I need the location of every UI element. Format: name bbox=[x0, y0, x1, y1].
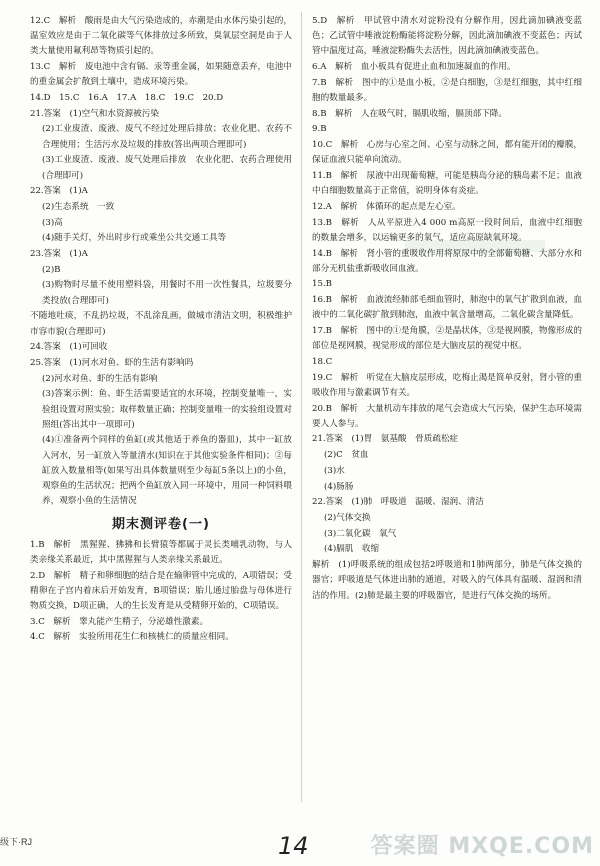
answer-line: 11.B 解析 尿液中出现葡萄糖，可能是胰岛分泌的胰岛素不足；血液中白细胞数量高于正常值，说明身体有炎症。 bbox=[312, 171, 582, 197]
answer-line: 4.C 解析 实验所用花生仁和核桃仁的质量应相同。 bbox=[30, 632, 234, 643]
answer-line: 17.B 解析 图中的①是角膜，②是晶状体，③是视网膜，物像形成的部位是视网膜，视觉形成的部位是大脑皮层的视觉中枢。 bbox=[312, 326, 582, 352]
answer-line: 不随地吐痰，不乱扔垃圾，不乱涂乱画，做城市清洁文明，积极维护市容市貌(合理即可) bbox=[30, 311, 292, 337]
left-column bbox=[30, 14, 292, 646]
answer-line: 1.B 解析 黑猩猩、狒狒和长臂猿等都属于灵长类哺乳动物，与人类亲缘关系最近，其中黑猩猩与人类亲缘关系最近。 bbox=[30, 539, 292, 565]
left-answers-part1 bbox=[30, 14, 292, 510]
answer-line: (2)气体交换 bbox=[324, 513, 371, 523]
answer-line: (4)随手关灯，外出时步行或乘坐公共交通工具等 bbox=[42, 233, 227, 244]
answer-line: (2)C 贫血 bbox=[324, 450, 369, 461]
answer-line: 25.答案 (1)河水对鱼、虾的生活有影响吗 bbox=[30, 357, 194, 368]
answer-line: 10.C 解析 心房与心室之间、心室与动脉之间，都有能开闭的瓣膜，保证血液只能单向流动。 bbox=[312, 140, 582, 166]
answer-line: 7.B 解析 图中的①是血小板，②是白细胞，③是红细胞，其中红细胞的数量最多。 bbox=[312, 77, 582, 104]
answer-line: 21.答案 (1)空气和水资源被污染 bbox=[30, 108, 159, 119]
answer-line: 24.答案 (1)可回收 bbox=[30, 342, 108, 353]
answer-line: (3)购物时尽量不使用塑料袋，用餐时不用一次性餐具，垃圾要分类投放(合理即可) bbox=[42, 280, 292, 306]
answer-line: (2)生态系统 一致 bbox=[42, 201, 115, 212]
answer-line: 18.C bbox=[312, 356, 333, 367]
answer-line: 13.B 解析 人从平原进入4 000 m高原一段时间后，血液中红细胞的数量会增多，以运输更多的氧气，适应高原缺氧环境。 bbox=[312, 217, 582, 243]
answer-line: (4)肠肠 bbox=[324, 481, 354, 492]
answer-line: (3)二氧化碳 氧气 bbox=[324, 528, 397, 539]
answer-line: 14.B 解析 肾小管的重吸收作用将原尿中的全部葡萄糖、大部分水和部分无机盐重新吸收回血液。 bbox=[312, 248, 582, 274]
answer-line: 9.B bbox=[312, 124, 327, 135]
answer-line: (4)①准备两个同样的鱼缸(或其他适于养鱼的器皿)，其中一缸放入河水，另一缸放入等量清水(知识在于其他实验条件相同)；②每缸放入数量相等(如果写出具体数量则至少每缸5条以上)的小鱼，观察鱼的生活状况；把两个鱼缸放入同一环境中，用同一种饲料喂养，观察小鱼的生活情况 bbox=[42, 435, 292, 507]
answer-line: (2)B bbox=[42, 264, 61, 275]
answer-line: (3)工业废渣、废液、废气处理后排放 农业化肥、农药合理使用(合理即可) bbox=[42, 155, 292, 181]
left-answers-part2 bbox=[30, 538, 292, 646]
answer-line: (2)工业废渣、废液、废气不经过处理后排放；农业化肥、农药不合理使用；生活污水及垃圾的排放(答出两项合理即可) bbox=[42, 124, 292, 150]
answer-line: 解析 (1)呼吸系统的组成包括2呼吸道和1肺两部分，肺是气体交换的器官；呼吸道是气体进出肺的通道，对吸入的气体具有温暖、湿润和清洁的作用。(2)肺是最主要的呼吸器官，是进行气体交换的场所。 bbox=[312, 560, 582, 601]
answer-line: 6.A 解析 血小板具有促进止血和加速凝血的作用。 bbox=[312, 62, 516, 73]
answer-line: (4)膈肌 收缩 bbox=[324, 544, 380, 555]
answer-line: (3)水 bbox=[324, 465, 345, 476]
answer-line: 13.C 解析 废电池中含有镉、汞等重金属，如果随意丢弃，电池中的重金属会扩散到土壤中，造成环境污染。 bbox=[30, 62, 292, 88]
answer-line: 2.D 解析 精子和卵细胞的结合是在输卵管中完成的，A项错误；受精卵在子宫内着床后开始发育，B项错误；胎儿通过胎盘与母体进行物质交换，D项正确，人的生长发育是从受精卵开始的，C项错误。 bbox=[30, 570, 292, 612]
answer-line: (3)高 bbox=[42, 217, 63, 228]
answer-line: 3.C 解析 睾丸能产生精子，分泌雄性激素。 bbox=[30, 616, 209, 627]
answer-line: 22.答案 (1)A bbox=[30, 186, 88, 197]
answer-line: 22.答案 (1)肺 呼吸道 温暖、湿润、清洁 bbox=[312, 497, 484, 508]
answer-line: (3)答案示例：鱼、虾生活需要适宜的水环境，控制变量唯一，实验组设置对照实验；取样数量正确；控制变量唯一的实验组设置对照组(答出其中一项即可) bbox=[42, 389, 292, 430]
answer-line: 12.C 解析 酸雨是由大气污染造成的，赤潮是由水体污染引起的，温室效应是由于二氧化碳等气体排放过多所致，臭氧层空洞是由于人类大量使用氟利昂等物质引起的。 bbox=[30, 16, 292, 57]
answer-line: 20.B 解析 大量机动车排放的尾气会造成大气污染，保护生态环境需要人人参与。 bbox=[312, 403, 582, 429]
answer-line: 16.B 解析 血液流经肺部毛细血管时，肺泡中的氧气扩散到血液，血液中的二氧化碳扩散到肺泡，血液中氧含量增高，二氧化碳含量降低。 bbox=[312, 295, 582, 321]
answer-line: 15.B bbox=[312, 279, 332, 290]
answer-line: 23.答案 (1)A bbox=[30, 249, 88, 260]
answer-line: (2)河水对鱼、虾的生活有影响 bbox=[42, 373, 158, 384]
page-number: 14 bbox=[278, 832, 309, 860]
answer-line: 8.B 解析 人在吸气时，膈肌收缩，膈顶部下降。 bbox=[312, 108, 507, 119]
right-column bbox=[312, 14, 582, 604]
grade-tag: 级下·RJ bbox=[0, 837, 32, 847]
answer-line: 14.D 15.C 16.A 17.A 18.C 19.C 20.D bbox=[30, 93, 224, 104]
answer-line: 19.C 解析 听觉在大脑皮层形成，吃梅止渴是简单反射，肾小管的重吸收作用与激素调节有关。 bbox=[312, 372, 582, 398]
watermark: 答案圈 MXQE.COM bbox=[370, 834, 594, 859]
column-divider bbox=[301, 12, 302, 802]
answer-line: 21.答案 (1)胃 氨基酸 骨质疏松症 bbox=[312, 434, 459, 445]
answer-line: 5.D 解析 甲试管中清水对淀粉没有分解作用，因此滴加碘液变蓝色；乙试管中唾液淀粉酶能将淀粉分解，因此滴加碘液不变蓝色；丙试管中温度过高，唾液淀粉酶失去活性，因此滴加碘液变蓝色。 bbox=[312, 16, 582, 57]
answer-line: 12.A 解析 体循环的起点是左心室。 bbox=[312, 201, 461, 212]
section-title: 期末测评卷(一) bbox=[112, 516, 210, 532]
